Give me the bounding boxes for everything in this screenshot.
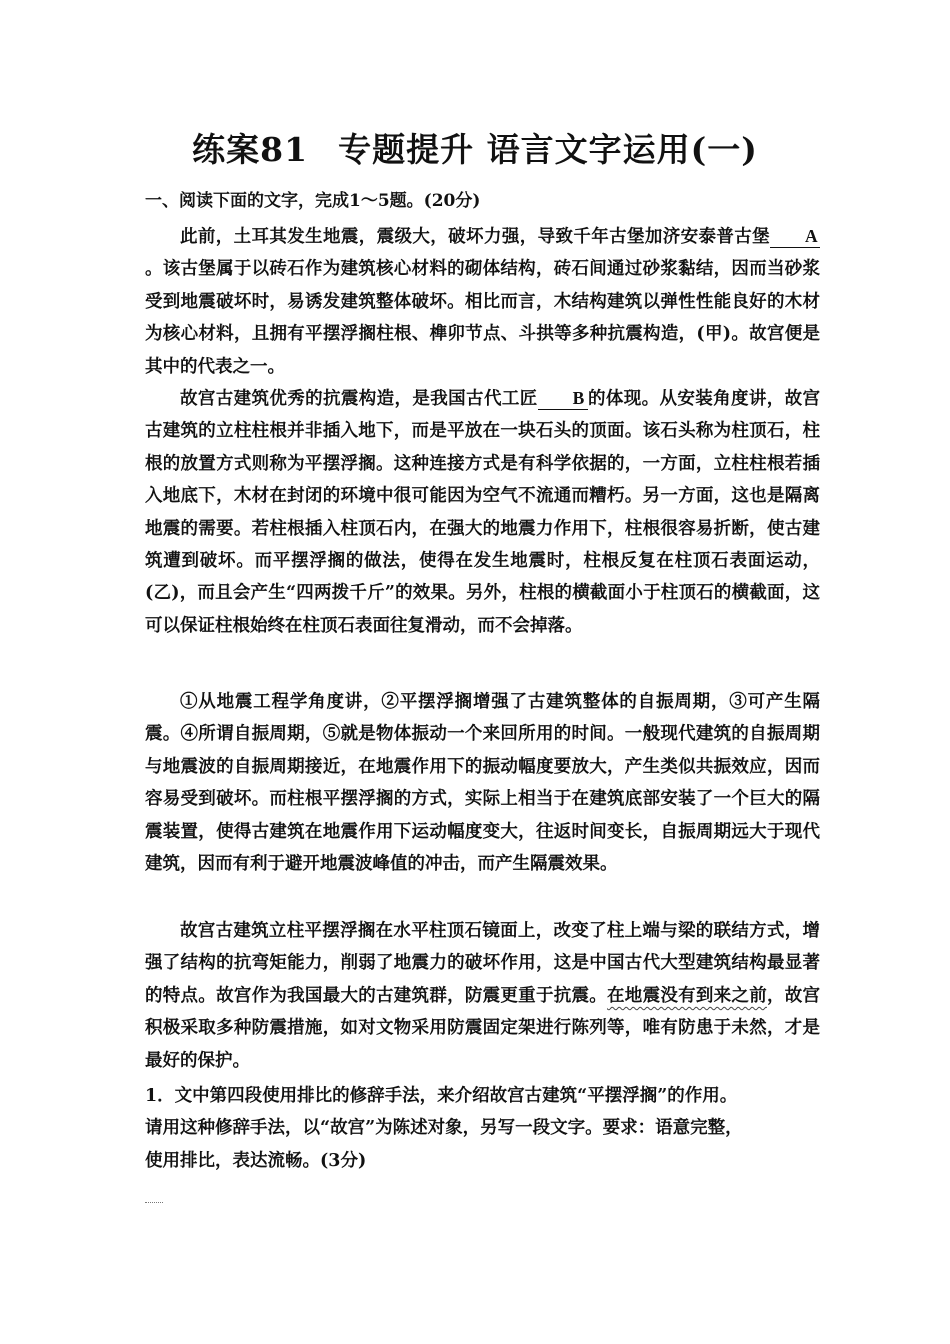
p2-text-after: 的体现。从安装角度讲，故宫古建筑的立柱柱根并非插入地下，而是平放在一块石头的顶面。该石头称为柱顶石，柱根的放置方式则称为平摆浮搁。这种连接方式是有科学依据的，一方面，立柱柱根若插入地底下，木材在封闭的环境中很可能因为空气不流通而糟朽。另一方面，这也是隔离地震的需要。若柱根插入柱顶石内，在强大的地震力作用下，柱根很容易折断，使古建筑遭到破坏。而平摆浮搁的做法，使得在发生地震时，柱根反复在柱顶石表面运动，(乙)，而且会产生“四两拨千斤”的效果。另外，柱根的横截面小于柱顶石的横截面，这可以保证柱根始终在柱顶石表面往复滑动，而不会掉落。 xyxy=(145,389,821,636)
passage-paragraph-2 xyxy=(145,383,820,642)
question-1-line-1: 1．文中第四段使用排比的修辞手法，来介绍故宫古建筑“平摆浮搁”的作用。 xyxy=(145,1086,738,1106)
title-main: 专题提升 语言文字运用(一) xyxy=(338,130,758,169)
p1-text-before: 此前，土耳其发生地震，震级大，破坏力强，导致千年古堡加济安泰普古堡 xyxy=(180,227,770,247)
section-header: 一、阅读下面的文字，完成1～5题。(20分) xyxy=(145,191,481,211)
question-1-line-3: 使用排比，表达流畅。(3分) xyxy=(145,1150,367,1171)
passage-paragraph-1 xyxy=(145,221,820,383)
blank-a: A xyxy=(770,225,820,248)
title-prefix: 练案81 xyxy=(192,130,309,169)
p4-text-main: 故宫古建筑立柱平摆浮搁在水平柱顶石镜面上，改变了柱上端与梁的联结方式，增强了结构的抗弯矩能力，削弱了地震力的破坏作用，这是中国古代大型建筑结构最显著的特点。故宫作为我国最大的古建筑群，防震更重于抗震。 xyxy=(145,921,820,1006)
p4-text-end: ，故宫积极采取多种防震措施，如对文物采用防震固定架进行陈列等，唯有防患于未然，才是最好的保护。 xyxy=(145,985,821,1071)
p2-text-before: 故宫古建筑优秀的抗震构造，是我国古代工匠 xyxy=(180,389,538,409)
p3-text: ①从地震工程学角度讲，②平摆浮搁增强了古建筑整体的自振周期，③可产生隔震。④所谓自振周期，⑤就是物体振动一个来回所用的时间。一般现代建筑的自振周期与地震波的自振周期接近，在地震作用下的振动幅度要放大，产生类似共振效应，因而容易受到破坏。而柱根平摆浮搁的方式，实际上相当于在建筑底部安装了一个巨大的隔震装置，使得古建筑在地震作用下运动幅度变大，往返时间变长，自振周期远大于现代建筑，因而有利于避开地震波峰值的冲击，而产生隔震效果。 xyxy=(145,692,820,875)
passage-paragraph-3 xyxy=(145,686,820,880)
passage-paragraph-4 xyxy=(145,915,820,1077)
question-1-line-2: 请用这种修辞手法，以“故宫”为陈述对象，另写一段文字。要求：语意完整， xyxy=(145,1118,743,1139)
p1-text-after: 。该古堡属于以砖石作为建筑核心材料的砌体结构，砖石间通过砂浆黏结，因而当砂浆受到地震破坏时，易诱发建筑整体破坏。相比而言，木结构建筑以弹性性能良好的木材为核心材料，且拥有平摆浮搁柱根、榫卯节点、斗拱等多种抗震构造，(甲)。故宫便是其中的代表之一。 xyxy=(145,259,820,377)
question-1 xyxy=(145,1080,825,1177)
blank-b: B xyxy=(538,387,588,410)
answer-line xyxy=(145,1200,163,1203)
page-title xyxy=(0,128,950,172)
wavy-underlined-text: 在地震没有到来之前 xyxy=(607,985,767,1006)
